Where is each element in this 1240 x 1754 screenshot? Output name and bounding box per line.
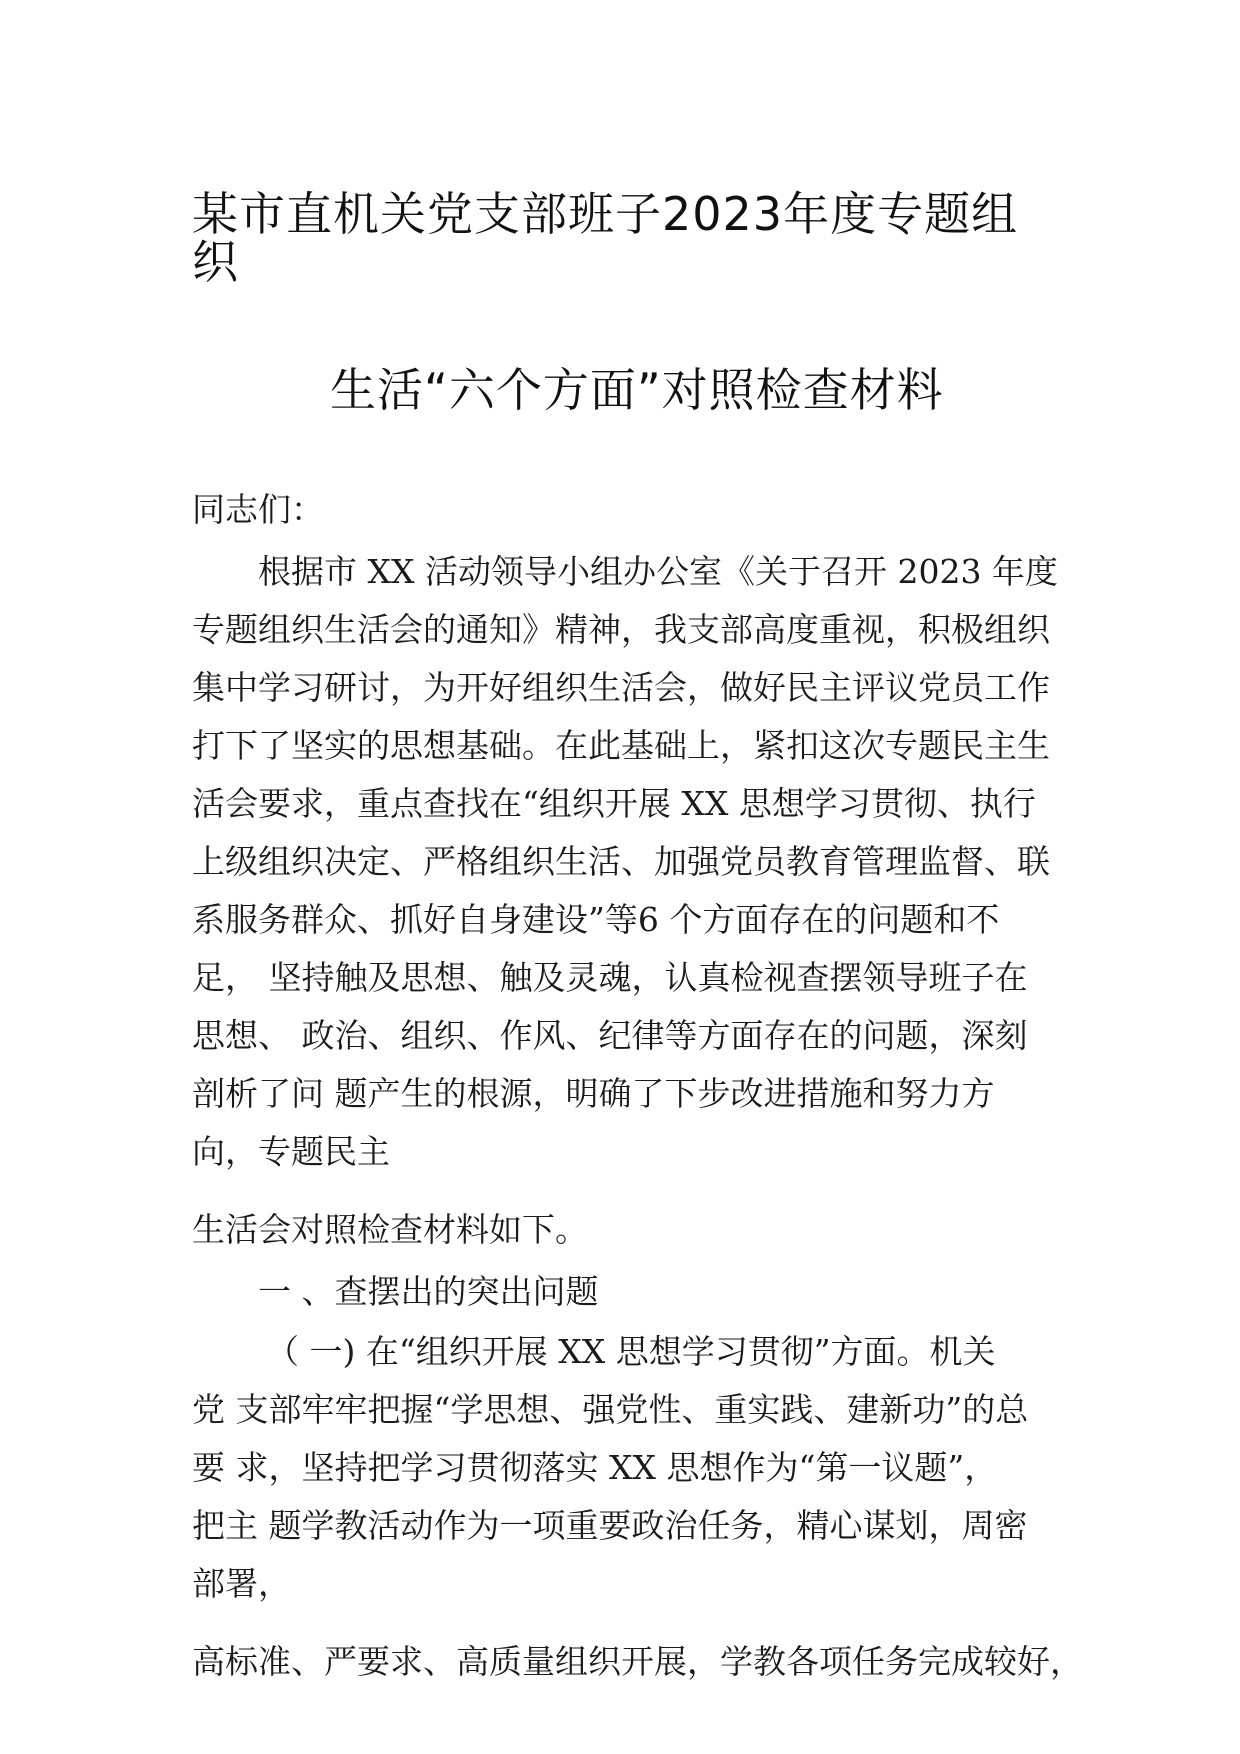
intro-line-3: 集中学习研讨，为开好组织生活会，做好民主评议党员工作 [192,668,1050,707]
intro-line-8: 足， 坚持触及思想、触及灵魂，认真检视查摆领导班子在 [192,958,1028,997]
document-title-line-2: 织 [192,235,239,289]
final-line: 高标准、严要求、高质量组织开展，学教各项任务完成较好， [192,1642,1083,1681]
subsection-line-5: 部署， [192,1564,291,1603]
salutation: 同志们： [192,490,324,529]
intro-line-2: 专题组织生活会的通知》精神，我支部高度重视，积极组织 [192,610,1050,649]
subsection-line-4: 把主 题学教活动作为一项重要政治任务，精心谋划，周密 [192,1506,1028,1545]
subsection-line-2: 党 支部牢牢把握“学思想、强党性、重实践、建新功”的总 [192,1390,1029,1429]
intro-line-1: 根据市 XX 活动领导小组办公室《关于召开 2023 年度 [258,552,1058,591]
intro-line-4: 打下了坚实的思想基础。在此基础上，紧扣这次专题民主生 [192,726,1050,765]
intro-line-10: 剖析了问 题产生的根源，明确了下步改进措施和努力方 [192,1074,995,1113]
document-title-line-1: 某市直机关党支部班子2023年度专题组 [192,187,1019,241]
intro-line-5: 活会要求，重点查找在“组织开展 XX 思想学习贯彻、执行 [192,784,1036,823]
intro-line-11: 向，专题民主 [192,1132,390,1171]
section-heading: 一 、查摆出的突出问题 [258,1272,599,1311]
subsection-line-3: 要 求，坚持把学习贯彻落实 XX 思想作为“第一议题”， [192,1448,998,1487]
subsection-line-1: （ 一) 在“组织开展 XX 思想学习贯彻”方面。机关 [266,1332,996,1371]
intro-line-7: 系服务群众、抓好自身建设”等6 个方面存在的问题和不 [192,900,1000,939]
document-title-line-3: 生活“六个方面”对照检查材料 [330,363,944,417]
intro-tail-line: 生活会对照检查材料如下。 [192,1210,588,1249]
intro-line-6: 上级组织决定、严格组织生活、加强党员教育管理监督、联 [192,842,1050,881]
intro-line-9: 思想、 政治、组织、作风、纪律等方面存在的问题，深刻 [192,1016,1028,1055]
